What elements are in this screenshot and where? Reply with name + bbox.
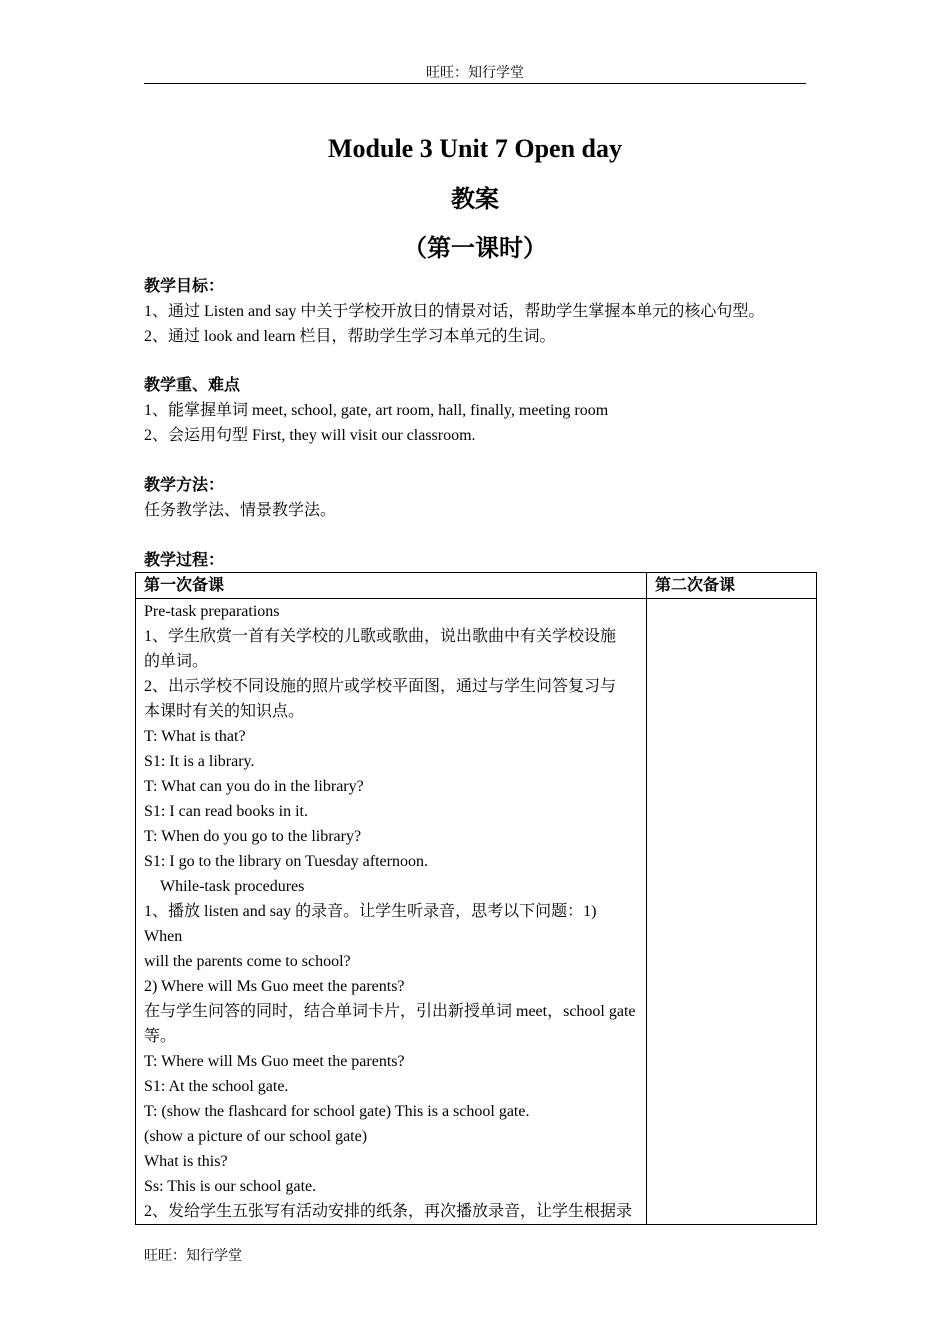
header-rule	[144, 83, 806, 84]
process-line: 2、发给学生五张写有活动安排的纸条，再次播放录音，让学生根据录	[144, 1203, 633, 1220]
process-line: 等。	[144, 1028, 177, 1045]
objectives-heading: 教学目标：	[144, 278, 225, 295]
second-prep-header: 第二次备课	[647, 573, 817, 599]
process-line: Ss: This is our school gate.	[144, 1178, 317, 1195]
table-header-row	[136, 573, 817, 599]
process-line: S1: I go to the library on Tuesday afternoon.	[144, 853, 428, 870]
objective-item: 2、通过 look and learn 栏目，帮助学生学习本单元的生词。	[144, 328, 556, 345]
process-line: 本课时有关的知识点。	[144, 703, 305, 720]
process-line: T: (show the flashcard for school gate) This is a school gate.	[144, 1103, 530, 1120]
process-line: 2) Where will Ms Guo meet the parents?	[144, 978, 405, 995]
process-line: 2、出示学校不同设施的照片或学校平面图，通过与学生问答复习与	[144, 678, 617, 695]
process-line: T: Where will Ms Guo meet the parents?	[144, 1053, 405, 1070]
process-line: T: When do you go to the library?	[144, 828, 362, 845]
objectives-section	[144, 274, 824, 349]
process-line: S1: At the school gate.	[144, 1078, 289, 1095]
second-prep-cell	[647, 599, 817, 1225]
methods-section	[144, 473, 824, 523]
process-line: (show a picture of our school gate)	[144, 1128, 368, 1145]
process-line: 在与学生问答的同时，结合单词卡片，引出新授单词 meet，school gate	[144, 1003, 636, 1020]
page-header: 旺旺：知行学堂	[426, 66, 524, 81]
process-section	[144, 548, 824, 573]
process-line: While-task procedures	[160, 878, 305, 895]
key-point-item: 1、能掌握单词 meet, school, gate, art room, hall, finally, meeting room	[144, 402, 609, 419]
methods-heading: 教学方法：	[144, 477, 225, 494]
process-line: S1: It is a library.	[144, 753, 255, 770]
lesson-label: （第一课时）	[403, 236, 547, 262]
process-line: 1、播放 listen and say 的录音。让学生听录音，思考以下问题：1) When	[144, 903, 597, 945]
process-line: T: What can you do in the library?	[144, 778, 364, 795]
process-line: S1: I can read books in it.	[144, 803, 308, 820]
document-subtitle: 教案	[451, 187, 499, 213]
process-line: What is this?	[144, 1153, 228, 1170]
page-footer: 旺旺：知行学堂	[144, 1249, 242, 1264]
key-points-section	[144, 373, 824, 448]
process-line: 的单词。	[144, 653, 209, 670]
process-heading: 教学过程：	[144, 552, 225, 569]
methods-text: 任务教学法、情景教学法。	[144, 502, 337, 519]
process-line: will the parents come to school?	[144, 953, 351, 970]
objective-item: 1、通过 Listen and say 中关于学校开放日的情景对话，帮助学生掌握本单元的核心句型。	[144, 303, 765, 320]
first-prep-header: 第一次备课	[136, 573, 647, 599]
document-title: Module 3 Unit 7 Open day	[328, 134, 622, 163]
table-body-row	[136, 599, 817, 1225]
key-points-heading: 教学重、难点	[144, 377, 241, 394]
first-prep-cell	[136, 599, 647, 1225]
process-line: 1、学生欣赏一首有关学校的儿歌或歌曲，说出歌曲中有关学校设施	[144, 628, 617, 645]
process-table	[135, 572, 817, 1225]
process-line: T: What is that?	[144, 728, 246, 745]
process-line: Pre-task preparations	[144, 603, 280, 620]
key-point-item: 2、会运用句型 First, they will visit our classroom.	[144, 427, 476, 444]
